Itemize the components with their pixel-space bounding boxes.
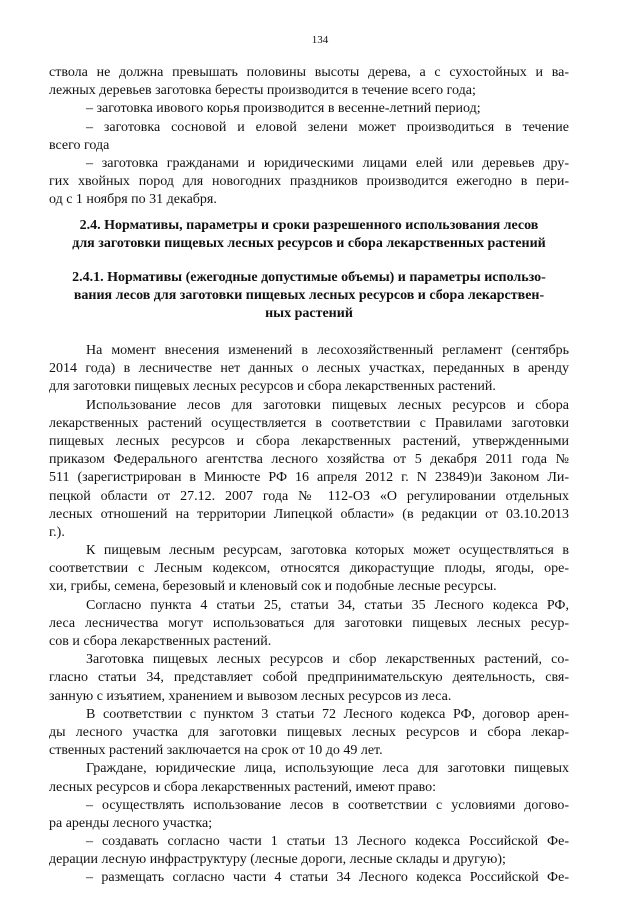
text-line: приказом Федерального агентства лесного хозяйства от 5 декабря 2011 года № bbox=[49, 452, 569, 468]
text-line: лежных деревьев заготовка бересты производится в течение всего года; bbox=[49, 83, 476, 99]
heading-line: ных растений bbox=[265, 306, 353, 322]
text-line: ра аренды лесного участка; bbox=[49, 815, 213, 831]
text-line: всего года bbox=[49, 137, 110, 153]
text-line: ственных растений заключается на срок от 10 до 49 лет. bbox=[49, 743, 383, 759]
text-line: 2014 года) в лесничестве нет данных о лесных участках, переданных в аренду bbox=[49, 361, 569, 377]
text-line: лекарственных растений осуществляется в соответствии с Правилами заготовки bbox=[49, 415, 569, 431]
text-line: лесных отношений на территории Липецкой области» (в редакции от 03.10.2013 bbox=[49, 506, 569, 522]
subsection-heading-2-4-1 bbox=[49, 269, 569, 324]
text-line: ствола не должна превышать половины высоты дерева, а с сухостойных и ва- bbox=[49, 65, 569, 80]
text-line: г.). bbox=[49, 524, 65, 540]
page-number: 134 bbox=[311, 34, 329, 46]
section-heading-2-4 bbox=[49, 217, 569, 253]
text-line: леса лесничества могут использоваться для заготовки пищевых лесных ресур- bbox=[49, 615, 569, 631]
text-line: дерации лесную инфраструктуру (лесные дороги, лесные склады и другую); bbox=[49, 852, 506, 868]
text-line: пецкой области от 27.12. 2007 года № 112-ОЗ «О регулировании отдельных bbox=[49, 488, 569, 504]
text-line: ды лесного участка для заготовки пищевых лесных ресурсов и сбора лекар- bbox=[49, 724, 569, 740]
text-line: од с 1 ноября по 31 декабря. bbox=[49, 192, 217, 208]
text-line: соответствии с Лесным кодексом, относятся дикорастущие плоды, ягоды, оре- bbox=[49, 561, 569, 577]
text-line: – заготовка ивового корья производится в весенне-летний период; bbox=[86, 101, 481, 117]
intro-list bbox=[49, 64, 569, 210]
text-line: В соответствии с пунктом 3 статьи 72 Лесного кодекса РФ, договор арен- bbox=[86, 706, 569, 722]
text-line: – создавать согласно части 1 статьи 13 Лесного кодекса Российской Фе- bbox=[86, 834, 569, 850]
heading-line: 2.4.1. Нормативы (ежегодные допустимые объемы) и параметры использо- bbox=[72, 270, 546, 285]
text-line: К пищевым лесным ресурсам, заготовка которых может осуществляться в bbox=[86, 543, 569, 559]
heading-line: 2.4. Нормативы, параметры и сроки разрешенного использования лесов bbox=[79, 218, 539, 233]
text-line: – размещать согласно части 4 статьи 34 Лесного кодекса Российской Фе- bbox=[86, 870, 569, 886]
text-line: сов и сбора лекарственных растений. bbox=[49, 634, 272, 649]
heading-line: для заготовки пищевых лесных ресурсов и сбора лекарственных растений bbox=[72, 236, 546, 252]
text-line: гласно статьи 34, представляет собой предпринимательскую деятельность, свя- bbox=[49, 670, 569, 686]
text-line: Граждане, юридические лица, использующие леса для заготовки пищевых bbox=[86, 761, 569, 777]
text-line: Согласно пункта 4 статьи 25, статьи 34, статьи 35 Лесного кодекса РФ, bbox=[86, 597, 569, 613]
text-line: лесных ресурсов и сбора лекарственных растений, имеют право: bbox=[49, 779, 437, 795]
body-text bbox=[49, 342, 569, 888]
text-line: для заготовки пищевых лесных ресурсов и сбора лекарственных растений. bbox=[49, 379, 496, 395]
text-line: Использование лесов для заготовки пищевых лесных ресурсов и сбора bbox=[86, 397, 569, 413]
text-line: занную с изъятием, хранением и вывозом лесных ресурсов из леса. bbox=[49, 688, 452, 704]
text-line: пищевых лесных ресурсов и сбора лекарственных растений, утвержденными bbox=[49, 433, 569, 449]
text-line: гих хвойных пород для новогодних праздников производится ежегодно в пери- bbox=[49, 174, 569, 190]
text-line: – осуществлять использование лесов в соответствии с условиями догово- bbox=[86, 797, 569, 813]
text-line: хи, грибы, семена, березовый и кленовый сок и подобные лесные ресурсы. bbox=[49, 579, 497, 595]
text-line: На момент внесения изменений в лесохозяйственный регламент (сентябрь bbox=[86, 343, 569, 358]
text-line: – заготовка сосновой и еловой зелени может производиться в течение bbox=[86, 119, 569, 135]
text-line: Заготовка пищевых лесных ресурсов и сбор лекарственных растений, со- bbox=[86, 652, 569, 668]
text-line: 511 (зарегистрирован в Минюсте РФ 16 апреля 2012 г. N 23849)и Законом Ли- bbox=[49, 470, 569, 486]
text-line: – заготовка гражданами и юридическими лицами елей или деревьев дру- bbox=[86, 155, 569, 171]
heading-line: вания лесов для заготовки пищевых лесных ресурсов и сбора лекарствен- bbox=[73, 288, 545, 304]
